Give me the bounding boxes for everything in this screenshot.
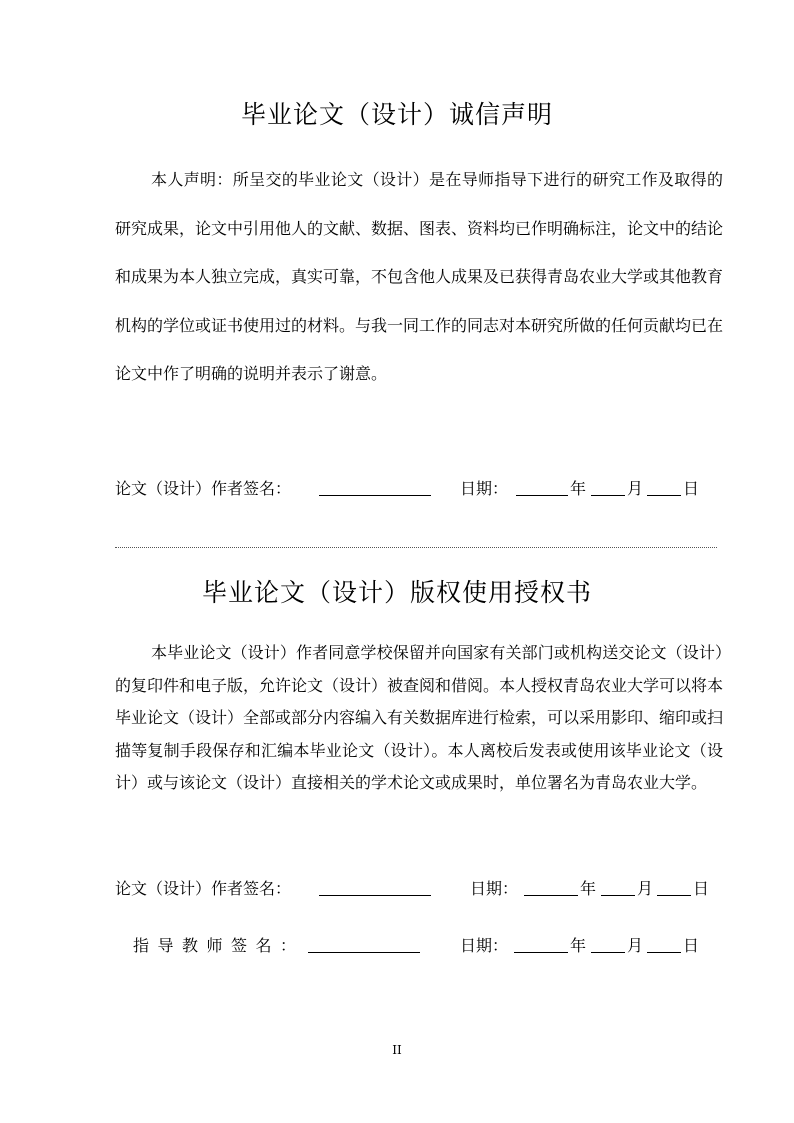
authorization-body: 本毕业论文（设计）作者同意学校保留并向国家有关部门或机构送交论文（设计）的复印件和电子版，允许论文（设计）被查阅和借阅。本人授权青岛农业大学可以将本毕业论文（设计）全部或部分内容编入有关数据库进行检索，可以采用影印、缩印或扫描等复制手段保存和汇编本毕业论文（设计）。本人离校后发表或使用该毕业论文（设计）或与该论文（设计）直接相关的学术论文或成果时，单位署名为青岛农业大学。 <box>115 643 724 792</box>
section-divider <box>115 547 717 548</box>
year-field[interactable] <box>524 895 578 896</box>
year-label: 年 <box>580 879 597 898</box>
declaration-body: 本人声明：所呈交的毕业论文（设计）是在导师指导下进行的研究工作及取得的研究成果，论文中引用他人的文献、数据、图表、资料均已作明确标注，论文中的结论和成果为本人独立完成，真实可靠，不包含他人成果及已获得青岛农业大学或其他教育机构的学位或证书使用过的材料。与我一同工作的同志对本研究所做的任何贡献均已在论文中作了明确的说明并表示了谢意。 <box>115 170 724 383</box>
date-label: 日期： <box>460 479 509 498</box>
year-field[interactable] <box>516 495 568 496</box>
author-signature-field[interactable] <box>319 895 431 896</box>
advisor-signature-row <box>0 933 794 957</box>
advisor-signature-label: 指导教师签名： <box>133 936 305 955</box>
date-label: 日期： <box>470 879 519 898</box>
declaration-signature-row <box>0 476 794 500</box>
day-field[interactable] <box>647 495 681 496</box>
month-field[interactable] <box>591 495 625 496</box>
advisor-signature-field[interactable] <box>308 952 420 953</box>
authorization-author-signature-row <box>0 876 794 900</box>
authorization-title: 毕业论文（设计）版权使用授权书 <box>201 578 592 607</box>
date-label: 日期： <box>460 936 509 955</box>
day-field[interactable] <box>657 895 691 896</box>
author-signature-field[interactable] <box>319 495 431 496</box>
month-field[interactable] <box>601 895 635 896</box>
month-label: 月 <box>637 879 654 898</box>
year-label: 年 <box>570 936 587 955</box>
page-number: II <box>392 1043 402 1057</box>
month-label: 月 <box>627 936 644 955</box>
declaration-title: 毕业论文（设计）诚信声明 <box>240 100 553 129</box>
day-field[interactable] <box>647 952 681 953</box>
day-label: 日 <box>693 879 710 898</box>
year-field[interactable] <box>514 952 568 953</box>
author-signature-label: 论文（设计）作者签名： <box>115 479 292 498</box>
day-label: 日 <box>683 479 700 498</box>
month-label: 月 <box>627 479 644 498</box>
month-field[interactable] <box>591 952 625 953</box>
day-label: 日 <box>683 936 700 955</box>
author-signature-label: 论文（设计）作者签名： <box>115 879 292 898</box>
year-label: 年 <box>570 479 587 498</box>
